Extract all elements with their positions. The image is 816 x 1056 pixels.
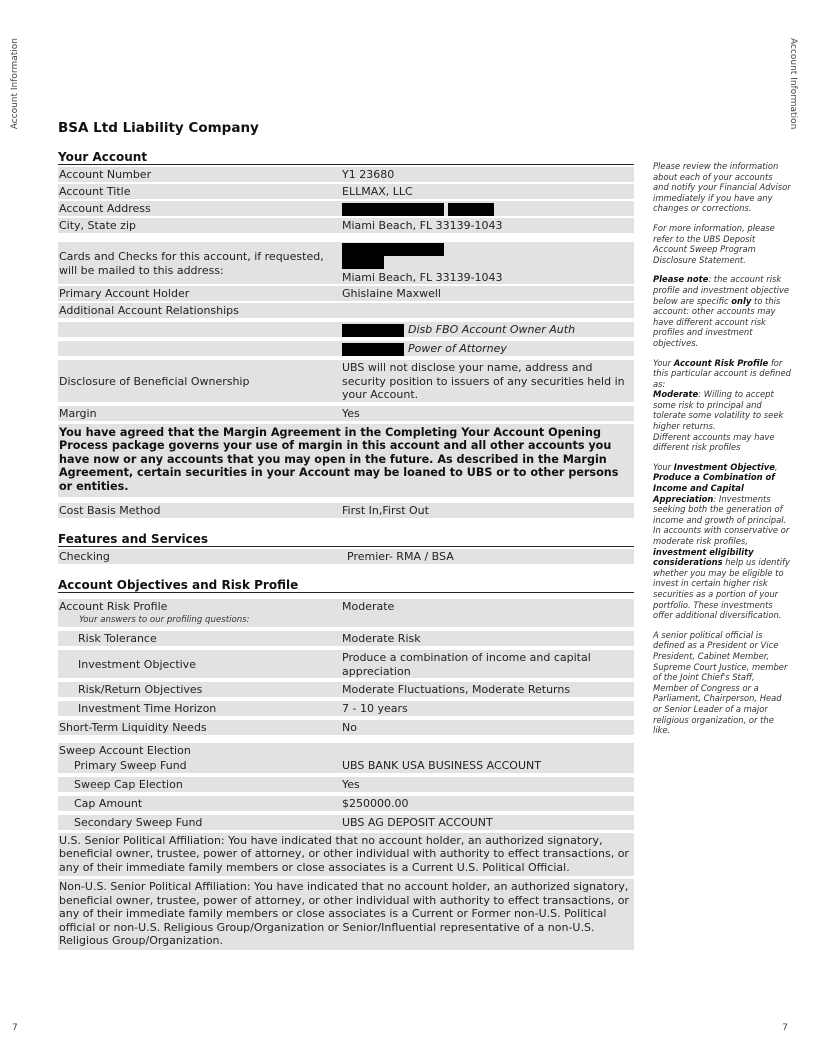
account-number-value: Y1 23680 (342, 168, 395, 182)
sidebar-political-note: A senior political official is defined as a President or Vice President, Cabinet Member, Supreme Court Justice, member of the Joint Chief's Staff, Member of Congress or a Parliament, Chairperson, Head or Senior Leader of a major religious organization, or the like. (653, 629, 788, 736)
margin-label: Margin (59, 406, 97, 420)
sweep-cap-label: Sweep Cap Election (74, 777, 183, 791)
secondary-sweep-row (58, 815, 634, 830)
additional-relationships-row (58, 303, 634, 318)
account-title-value: ELLMAX, LLC (342, 185, 413, 199)
primary-holder-value: Ghislaine Maxwell (342, 287, 441, 301)
liquidity-label: Short-Term Liquidity Needs (59, 721, 207, 735)
primary-sweep-row (58, 758, 634, 773)
cap-amount-label: Cap Amount (74, 796, 143, 810)
primary-sweep-label: Primary Sweep Fund (74, 758, 187, 772)
cost-basis-row (58, 503, 634, 518)
risk-return-row (58, 682, 634, 697)
sweep-cap-row (58, 777, 634, 792)
redaction-block (448, 203, 494, 216)
sweep-cap-value: Yes (342, 777, 360, 791)
disclosure-value: UBS will not disclose your name, address and security position to issuers of any securities held in your Account. (342, 361, 625, 401)
secondary-sweep-value: UBS AG DEPOSIT ACCOUNT (342, 815, 493, 829)
sidebar-objective-note: Your Investment Objective, Produce a Combination of Income and Capital Appreciation: Investments seeking both the generation of income and growth of principal. In accounts with conservative or moderate risk profiles, investment eligibility considerations help us identify whether you may be eligible to invest in certain higher risk securities as a portion of your portfolio. These investments offer additional diversification. (653, 461, 790, 621)
risk-profile-value: Moderate (342, 600, 395, 613)
investment-objective-row (58, 650, 634, 678)
redaction-block (342, 203, 444, 216)
cards-row (58, 242, 634, 284)
time-horizon-label: Investment Time Horizon (78, 702, 217, 716)
sweep-election-row (58, 743, 634, 758)
cost-basis-value: First In,First Out (342, 504, 429, 518)
primary-sweep-value: UBS BANK USA BUSINESS ACCOUNT (342, 758, 541, 772)
cost-basis-label: Cost Basis Method (59, 504, 161, 518)
side-label-right: Account Information (788, 38, 798, 130)
page-number-left: 7 (12, 1023, 18, 1033)
account-title-row (58, 184, 634, 199)
objectives-heading: Account Objectives and Risk Profile (58, 578, 634, 593)
cards-label: Cards and Checks for this account, if requested, will be mailed to this address: (59, 250, 324, 277)
disclosure-row (58, 360, 634, 402)
risk-profile-row (58, 599, 634, 627)
cards-city-value: Miami Beach, FL 33139-1043 (342, 270, 503, 284)
checking-value: Premier- RMA / BSA (347, 550, 454, 564)
margin-agreement-note: You have agreed that the Margin Agreement in the Completing Your Account Opening Process package governs your use of margin in this account and all other accounts you have now or any accounts that you may open in the future. As described in the Margin Agreement, certain securities in your Account may be loaned to UBS or to other persons or entities. (58, 424, 634, 498)
non-us-political-affiliation: Non-U.S. Senior Political Affiliation: You have indicated that no account holder, an authorized signatory, beneficial owner, trustee, power of attorney, or other individual with authority to effect transactions, or any of their immediate family members or close associates is a Current or Former non-U.S. Political official or non-U.S. Religious Group/Organization or Senior/Influential representative of a non-U.S. Religious Group/Organization. (58, 879, 634, 950)
sidebar-sweep-note: For more information, please refer to the UBS Deposit Account Sweep Program Disclosure Statement. (653, 222, 775, 265)
account-address-row (58, 201, 634, 216)
risk-tolerance-row (58, 631, 634, 646)
investment-objective-value: Produce a combination of income and capital appreciation (342, 651, 591, 678)
liquidity-row (58, 720, 634, 735)
relationship-2: Power of Attorney (408, 342, 507, 356)
account-number-row (58, 167, 634, 182)
risk-return-label: Risk/Return Objectives (78, 683, 203, 697)
sidebar-notes (653, 161, 791, 745)
disclosure-label: Disclosure of Beneficial Ownership (59, 374, 250, 388)
cap-amount-value: $250000.00 (342, 796, 409, 810)
checking-label: Checking (59, 550, 110, 564)
sidebar-risk-note: Please note: the account risk profile and investment objective below are specific only to this account: other accounts may have different account risk profiles and investment objectives. (653, 274, 790, 348)
account-title-label: Account Title (59, 185, 131, 199)
checking-row (58, 549, 634, 564)
risk-profile-label: Account Risk Profile (59, 600, 168, 613)
relationship-1: Disb FBO Account Owner Auth (408, 323, 576, 337)
account-address-label: Account Address (59, 202, 151, 216)
us-political-affiliation: U.S. Senior Political Affiliation: You have indicated that no account holder, an authorized signatory, beneficial owner, trustee, power of attorney, or other individual with authority to effect transactions, or any of their immediate family members or close associates is a Current U.S. Political Official. (58, 833, 634, 877)
redaction-block (342, 343, 404, 356)
city-row (58, 218, 634, 233)
account-number-label: Account Number (59, 168, 152, 182)
cap-amount-row (58, 796, 634, 811)
sidebar-risk-profile-note: Your Account Risk Profile for this particular account is defined as: Moderate: Willing to accept some risk to principal and tolerate some volatility to seek higher returns. Different accounts may have different risk profiles (653, 357, 791, 453)
relationship-row (58, 322, 634, 337)
sidebar-review-note: Please review the information about each of your accounts and notify your Financial Advisor immediately if you have any changes or corrections. (653, 161, 791, 214)
your-account-heading: Your Account (58, 150, 634, 165)
additional-relationships-label: Additional Account Relationships (59, 304, 239, 318)
margin-row (58, 406, 634, 421)
features-heading: Features and Services (58, 532, 634, 547)
risk-return-value: Moderate Fluctuations, Moderate Returns (342, 683, 571, 697)
redaction-block (342, 324, 404, 337)
investment-objective-label: Investment Objective (78, 657, 196, 671)
secondary-sweep-label: Secondary Sweep Fund (74, 815, 203, 829)
page-number-right: 7 (782, 1023, 788, 1033)
risk-tolerance-value: Moderate Risk (342, 632, 421, 646)
city-label: City, State zip (59, 219, 136, 233)
time-horizon-value: 7 - 10 years (342, 702, 408, 716)
sweep-election-label: Sweep Account Election (59, 744, 191, 757)
profiling-subtitle: Your answers to our profiling questions: (79, 614, 250, 625)
side-label-left: Account Information (10, 38, 20, 130)
main-content (58, 120, 634, 950)
time-horizon-row (58, 701, 634, 716)
liquidity-value: No (342, 721, 357, 735)
primary-holder-label: Primary Account Holder (59, 287, 190, 301)
redaction-block (342, 243, 444, 256)
margin-value: Yes (342, 406, 360, 420)
redaction-block (342, 256, 384, 269)
risk-tolerance-label: Risk Tolerance (78, 632, 157, 646)
primary-holder-row (58, 286, 634, 301)
relationship-row (58, 341, 634, 356)
company-title: BSA Ltd Liability Company (58, 120, 259, 136)
city-value: Miami Beach, FL 33139-1043 (342, 219, 503, 233)
